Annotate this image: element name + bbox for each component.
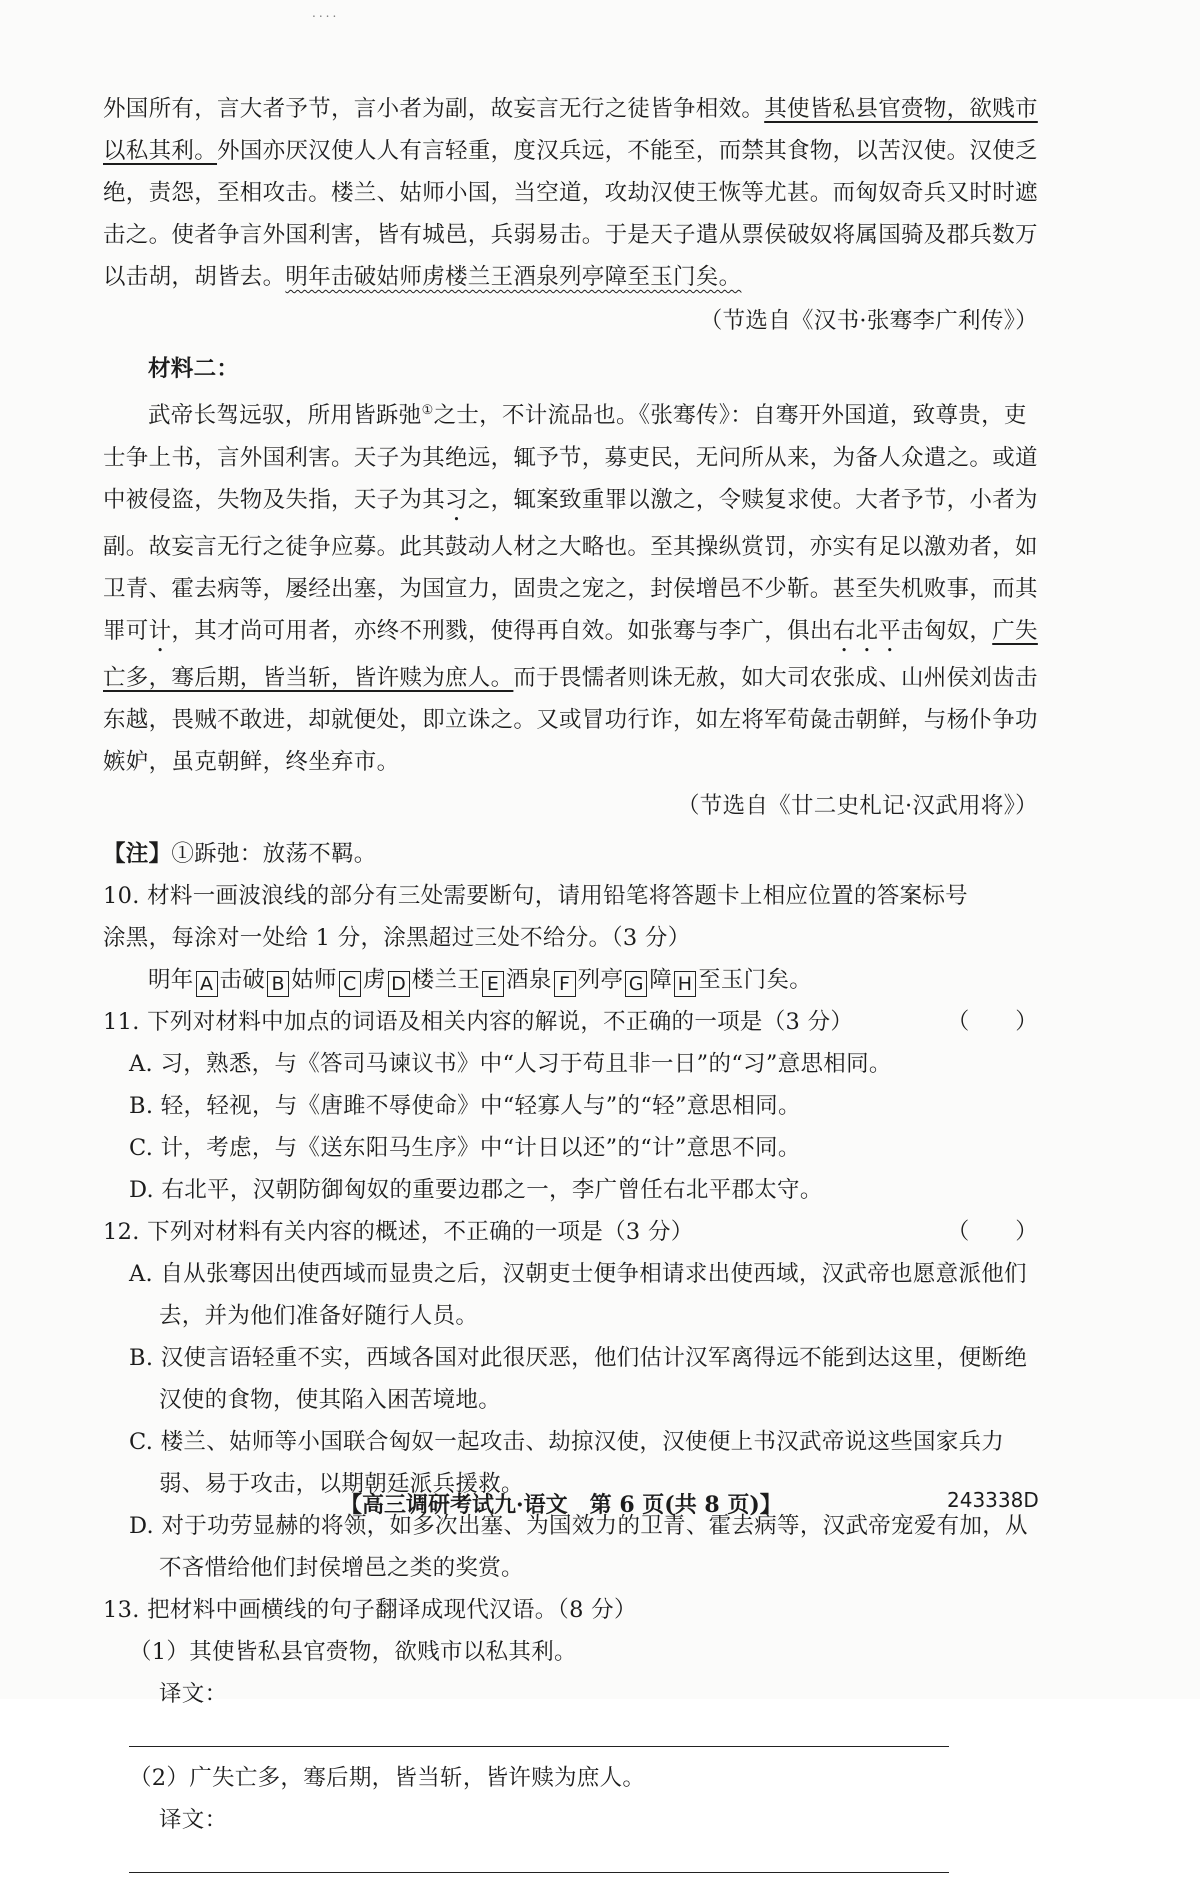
answer-box-g[interactable]: G [625,971,647,997]
passage-text: 武帝长驾远驭，所用皆跅弛 [148,402,422,429]
translation-answer-line-2[interactable] [129,1848,949,1873]
q10-seg: 楼兰王 [411,966,481,993]
answer-box-b[interactable]: B [267,971,289,997]
answer-box-a[interactable]: A [196,971,218,997]
material-two-heading: 材料二： [148,356,240,382]
question-13: 13. 把材料中画横线的句子翻译成现代汉语。（8 分） [103,1596,637,1623]
note-ref: ① [421,403,434,418]
answer-box-h[interactable]: H [674,971,696,997]
wavy-line-sentence: 明年击破姑师虏楼兰王酒泉列亭障至玉门矣。 [285,264,742,290]
exam-content [103,88,1038,1883]
dotted-word-xi: 习 [445,486,468,513]
passage-text: ，其才尚可用者，亦终不刑戮，使得再自效。如张骞与李广，俱出 [171,617,833,644]
q10-seg: 列亭 [577,966,624,993]
passage-text: 外国亦厌汉使人人有言轻重，度汉兵远，不能至，而禁其食物，以苦汉使。汉使乏绝，责怨，至相攻击。楼兰、姑师小国，当空道，攻劫汉使王恢等尤甚。而匈奴奇兵又时时遮击之。使者争言外国利害，皆有城邑，兵弱易击。于是天子遣从票侯破奴将属国骑及郡兵数万以击胡，胡皆去。 [103,138,1038,290]
q10-seg: 障 [649,966,673,993]
question-11-text: 11. 下列对材料中加点的词语及相关内容的解说，不正确的一项是（3 分） [103,1008,854,1035]
passage-text: 而于畏懦者则诛无赦，如大司农张成、山州侯刘齿击东越，畏贼不敢进，却就便处，即立诛之。又或冒功行诈，如左将军荀彘击朝鲜，与杨仆争功嫉妒，虽克朝鲜，终坐弃市。 [103,664,1038,775]
dotted-word-youbeiping: 右北平 [832,617,902,644]
q10-seg: 酒泉 [506,966,552,993]
q13-translation-1 [129,1673,1038,1757]
q11-option-c: C. 计，考虑，与《送东阳马生序》中“计日以还”的“计”意思不同。 [129,1134,801,1161]
top-mark: .... [312,6,340,20]
q11-option-a: A. 习，熟悉，与《答司马谏议书》中“人习于苟且非一日”的“习”意思相同。 [129,1050,892,1077]
q11-option-b: B. 轻，轻视，与《唐雎不辱使命》中“轻寡人与”的“轻”意思相同。 [129,1092,801,1119]
q10-seg: 姑师 [291,966,337,993]
translation-answer-line-1[interactable] [129,1722,949,1747]
dotted-word-ji: 计 [148,617,172,644]
q11-option-d: D. 右北平，汉朝防御匈奴的重要边郡之一，李广曾任右北平郡太守。 [129,1176,823,1203]
q13-sentence-2: （2）广失亡多，骞后期，皆当斩，皆许赎为庶人。 [129,1764,646,1791]
q10-seg: 明年 [148,966,194,993]
q12-option-d: D. 对于功劳显赫的将领，如多次出塞、为国效力的卫青、霍去病等，汉武帝宠爱有加，从不吝惜给他们封侯增邑之类的奖赏。 [129,1512,1028,1581]
footer-title: 【高三调研考试九·语文 第 6 页(共 8 页)】 [340,1492,782,1518]
answer-box-f[interactable]: F [554,971,576,997]
answer-box-e[interactable]: E [482,971,504,997]
question-12-text: 12. 下列对材料有关内容的概述，不正确的一项是（3 分） [103,1218,694,1245]
material-one-passage [103,88,1038,298]
passage-text: 击匈奴， [901,617,993,644]
q13-translation-2 [129,1799,1038,1883]
q10-seg: 至玉门矣。 [698,966,813,993]
q10-seg: 虏 [362,966,386,993]
q10-seg: 击破 [219,966,266,993]
annotation [103,833,1038,875]
annotation-text: ①跅弛：放荡不羁。 [171,840,377,867]
answer-box-c[interactable]: C [339,971,361,997]
annotation-label: 【注】 [103,840,172,867]
translation-label: 译文： [159,1680,228,1707]
question-10: 10. 材料一画波浪线的部分有三处需要断句，请用铅笔将答题卡上相应位置的答案标号涂黑，每涂对一处给 1 分，涂黑超过三处不给分。（3 分） [103,882,968,951]
paper-code: 243338D [947,1488,1039,1512]
q12-option-b: B. 汉使言语轻重不实，西域各国对此很厌恶，他们估计汉军离得远不能到达这里，便断绝汉使的食物，使其陷入困苦境地。 [129,1344,1028,1413]
q12-option-c: C. 楼兰、姑师等小国联合匈奴一起攻击、劫掠汉使，汉使便上书汉武帝说这些国家兵力弱、易于攻击，以期朝廷派兵援救。 [129,1428,1005,1497]
passage-text: 外国所有，言大者予节，言小者为副，故妄言无行之徒皆争相效。 [103,96,765,122]
material-two-passage [103,390,1038,783]
passage-text: 之，辄案致重罪以激之，令赎复求使。大者予节，小者为副。故妄言无行之徒争应募。此其鼓动人材之大略也。至其操纵赏罚，亦实有足以激劝者，如卫青、霍去病等，屡经出塞，为国宣力，固贵之宠之，封侯增邑不少靳。甚至失机败事，而其罪可 [103,486,1038,644]
underlined-sentence-2: 广失亡多，骞后期，皆当斩，皆许赎为庶人。 [103,617,1038,691]
q12-option-a: A. 自从张骞因出使西域而显贵之后，汉朝吏士便争相请求出使西域，汉武帝也愿意派他们去，并为他们准备好随行人员。 [129,1260,1027,1329]
answer-paren[interactable]: （ ） [946,1008,1038,1035]
material-two-source: （节选自《廿二史札记·汉武用将》） [676,792,1038,819]
translation-label: 译文： [159,1806,228,1833]
q10-answer-line [148,959,1038,1001]
question-12 [103,1211,1038,1253]
q13-sentence-1: （1）其使皆私县官赍物，欲贱市以私其利。 [129,1638,577,1665]
answer-paren[interactable]: （ ） [946,1218,1038,1245]
material-one-source: （节选自《汉书·张骞李广利传》） [699,308,1038,334]
question-11 [103,1001,1038,1043]
answer-box-d[interactable]: D [388,971,410,997]
underlined-sentence-1: 其使皆私县官赍物，欲贱市以私其利。 [103,96,1038,164]
passage-text: 之士，不计流品也。《张骞传》：自骞开外国道，致尊贵，吏士争上书，言外国利害。天子为其绝远，辄予节，募吏民，无问所从来，为备人众遣之。或道中被侵盗，失物及失指，天子为其 [103,402,1038,513]
